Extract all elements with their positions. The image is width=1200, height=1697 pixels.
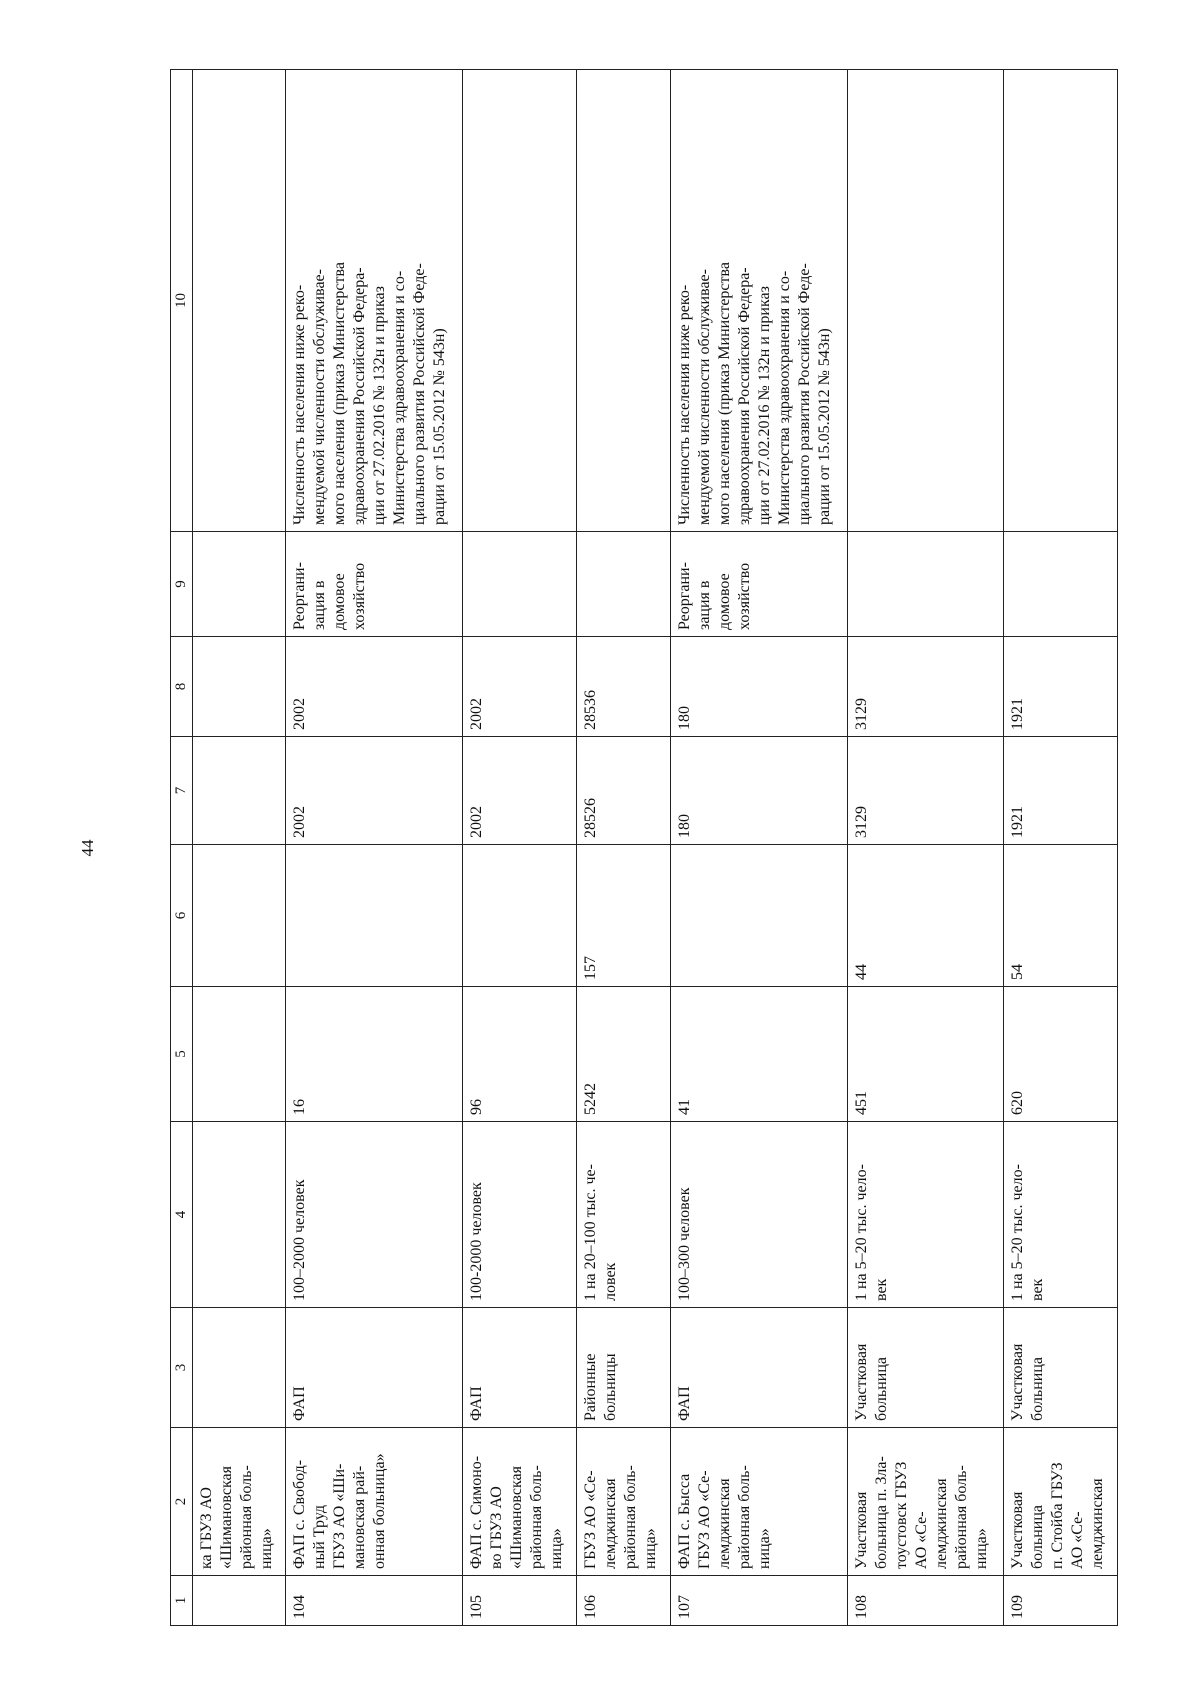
value-col6-cell xyxy=(286,845,463,987)
column-number: 8 xyxy=(171,637,193,737)
value-col8-cell: 180 xyxy=(670,637,847,737)
table-row xyxy=(847,70,1003,1626)
row-number-cell: 109 xyxy=(1003,1576,1117,1626)
value-col5-cell xyxy=(192,987,285,1122)
justification-cell: Численность населения ниже реко- мендуемой численности обслуживае- мого населения (приказ Министерства здравоохранения Российской Федера- ции от 27.02.2016 № 132н и приказ Министерства здравоохранения и со- циального развития Российской Феде- рации от 15.05.2012 № 543н) xyxy=(670,70,847,532)
value-col7-cell: 28526 xyxy=(577,737,670,845)
column-number: 6 xyxy=(171,845,193,987)
facility-type-cell xyxy=(192,1308,285,1428)
facility-type-cell: ФАП xyxy=(463,1308,577,1428)
value-col5-cell: 16 xyxy=(286,987,463,1122)
table-row xyxy=(192,70,285,1626)
value-col7-cell: 2002 xyxy=(286,737,463,845)
row-number-cell xyxy=(192,1576,285,1626)
value-col6-cell xyxy=(192,845,285,987)
facility-name-cell: ФАП с. Симоно- во ГБУЗ АО «Шимановская районная боль- ница» xyxy=(463,1428,577,1576)
table-row xyxy=(286,70,463,1626)
row-number-cell: 104 xyxy=(286,1576,463,1626)
facility-name-cell: ФАП с. Свобод- ный Труд ГБУЗ АО «Ши- мановская рай- онная больница» xyxy=(286,1428,463,1576)
population-norm-cell: 100-2000 человек xyxy=(463,1122,577,1308)
facility-name-cell: ФАП с. Бысса ГБУЗ АО «Се- лемджинская районная боль- ница» xyxy=(670,1428,847,1576)
column-number: 2 xyxy=(171,1428,193,1576)
facility-type-cell: ФАП xyxy=(670,1308,847,1428)
value-col5-cell: 451 xyxy=(847,987,1003,1122)
value-col7-cell: 180 xyxy=(670,737,847,845)
population-norm-cell xyxy=(192,1122,285,1308)
proposal-cell: Реоргани- зация в домовое хозяйство xyxy=(286,532,463,637)
justification-cell xyxy=(463,70,577,532)
value-col7-cell: 2002 xyxy=(463,737,577,845)
column-number: 9 xyxy=(171,532,193,637)
table-container xyxy=(170,70,1118,1626)
facility-type-cell: Участковая больница xyxy=(847,1308,1003,1428)
value-col8-cell: 2002 xyxy=(286,637,463,737)
value-col5-cell: 620 xyxy=(1003,987,1117,1122)
value-col8-cell: 3129 xyxy=(847,637,1003,737)
population-norm-cell: 100–2000 человек xyxy=(286,1122,463,1308)
page-number: 44 xyxy=(78,839,97,857)
table-row xyxy=(577,70,670,1626)
table-row xyxy=(670,70,847,1626)
value-col7-cell xyxy=(192,737,285,845)
justification-cell xyxy=(577,70,670,532)
facility-type-cell: Районные больницы xyxy=(577,1308,670,1428)
value-col6-cell: 44 xyxy=(847,845,1003,987)
value-col8-cell: 2002 xyxy=(463,637,577,737)
proposal-cell xyxy=(192,532,285,637)
column-number: 1 xyxy=(171,1576,193,1626)
facility-name-cell: Участковая больница п. Стойба ГБУЗ АО «Се- лемджинская xyxy=(1003,1428,1117,1576)
value-col8-cell: 28536 xyxy=(577,637,670,737)
population-norm-cell: 1 на 20–100 тыс. че- ловек xyxy=(577,1122,670,1308)
row-number-cell: 107 xyxy=(670,1576,847,1626)
value-col6-cell: 54 xyxy=(1003,845,1117,987)
column-number: 3 xyxy=(171,1308,193,1428)
column-number: 7 xyxy=(171,737,193,845)
column-number: 4 xyxy=(171,1122,193,1308)
population-norm-cell: 1 на 5–20 тыс. чело- век xyxy=(847,1122,1003,1308)
justification-cell xyxy=(1003,70,1117,532)
proposal-cell xyxy=(577,532,670,637)
facility-name-cell: Участковая больница п. Зла- тоустовск ГБУЗ АО «Се- лемджинская районная боль- ница» xyxy=(847,1428,1003,1576)
population-norm-cell: 1 на 5–20 тыс. чело- век xyxy=(1003,1122,1117,1308)
row-number-cell: 106 xyxy=(577,1576,670,1626)
facility-name-cell: ГБУЗ АО «Се- лемджинская районная боль- ница» xyxy=(577,1428,670,1576)
table-row xyxy=(463,70,577,1626)
justification-cell xyxy=(847,70,1003,532)
justification-cell xyxy=(192,70,285,532)
proposal-cell xyxy=(463,532,577,637)
proposal-cell xyxy=(847,532,1003,637)
column-number: 10 xyxy=(171,70,193,532)
value-col5-cell: 96 xyxy=(463,987,577,1122)
row-number-cell: 108 xyxy=(847,1576,1003,1626)
value-col7-cell: 1921 xyxy=(1003,737,1117,845)
proposal-cell xyxy=(1003,532,1117,637)
rotated-page xyxy=(170,70,1118,1626)
justification-cell: Численность населения ниже реко- мендуемой численности обслуживае- мого населения (приказ Министерства здравоохранения Российской Федера- ции от 27.02.2016 № 132н и приказ Министерства здравоохранения и со- циального развития Российской Феде- рации от 15.05.2012 № 543н) xyxy=(286,70,463,532)
value-col7-cell: 3129 xyxy=(847,737,1003,845)
facility-type-cell: ФАП xyxy=(286,1308,463,1428)
value-col5-cell: 5242 xyxy=(577,987,670,1122)
value-col5-cell: 41 xyxy=(670,987,847,1122)
facility-type-cell: Участковая больница xyxy=(1003,1308,1117,1428)
population-norm-cell: 100–300 человек xyxy=(670,1122,847,1308)
data-table xyxy=(170,69,1118,1626)
value-col8-cell: 1921 xyxy=(1003,637,1117,737)
facility-name-cell: ка ГБУЗ АО «Шимановская районная боль- ница» xyxy=(192,1428,285,1576)
value-col6-cell xyxy=(463,845,577,987)
value-col8-cell xyxy=(192,637,285,737)
proposal-cell: Реоргани- зация в домовое хозяйство xyxy=(670,532,847,637)
column-number: 5 xyxy=(171,987,193,1122)
row-number-cell: 105 xyxy=(463,1576,577,1626)
column-number-row xyxy=(171,70,193,1626)
value-col6-cell xyxy=(670,845,847,987)
table-row xyxy=(1003,70,1117,1626)
value-col6-cell: 157 xyxy=(577,845,670,987)
